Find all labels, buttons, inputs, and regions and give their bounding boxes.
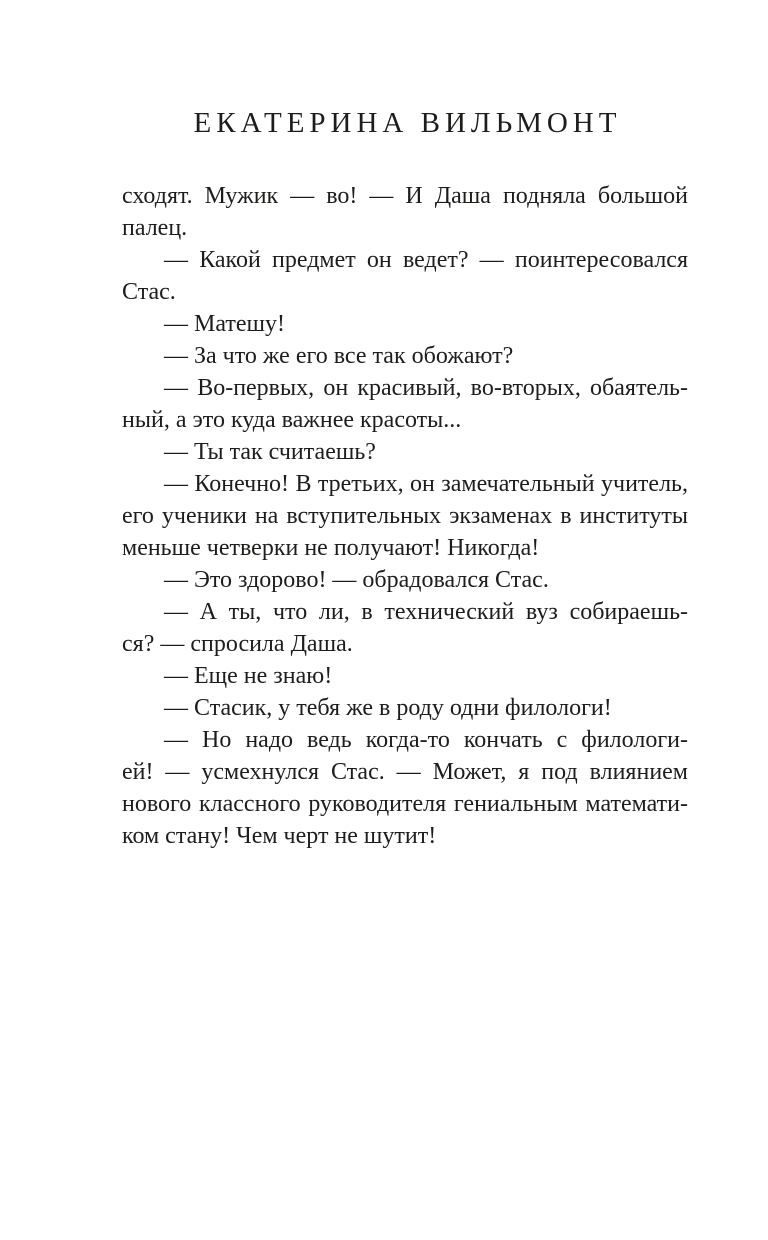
- text-line: — За что же его все так обожают?: [164, 343, 514, 369]
- text-block: [122, 180, 688, 852]
- text-line: — Но надо ведь когда-то кончать с филологи-: [164, 727, 688, 753]
- text-line: ся? — спросила Даша.: [122, 631, 353, 657]
- text-line: — Во-первых, он красивый, во-вторых, обаятель-: [164, 375, 688, 401]
- text-line: — Какой предмет он ведет? — поинтересовался: [164, 247, 688, 273]
- text-line: — Еще не знаю!: [164, 663, 333, 689]
- text-line: — Стасик, у тебя же в роду одни филологи!: [164, 695, 612, 721]
- text-line: сходят. Мужик — во! — И Даша подняла большой: [122, 183, 688, 209]
- text-line: его ученики на вступительных экзаменах в институты: [122, 503, 688, 529]
- text-line: — Конечно! В третьих, он замечательный учитель,: [164, 471, 688, 497]
- text-line: — Ты так считаешь?: [164, 439, 376, 465]
- text-line: Стас.: [122, 279, 176, 305]
- text-line: ком стану! Чем черт не шутит!: [122, 823, 437, 849]
- text-line: нового классного руководителя гениальным математи-: [122, 791, 688, 817]
- text-line: — Это здорово! — обрадовался Стас.: [164, 567, 549, 593]
- text-line: ный, а это куда важнее красоты...: [122, 407, 462, 433]
- author-header: ЕКАТЕРИНА ВИЛЬМОНТ: [193, 107, 622, 139]
- text-line: — А ты, что ли, в технический вуз собираешь-: [164, 599, 688, 625]
- text-line: ей! — усмехнулся Стас. — Может, я под влиянием: [122, 759, 688, 785]
- text-line: палец.: [122, 215, 188, 241]
- text-line: — Матешу!: [164, 311, 285, 337]
- text-line: меньше четверки не получают! Никогда!: [122, 535, 540, 561]
